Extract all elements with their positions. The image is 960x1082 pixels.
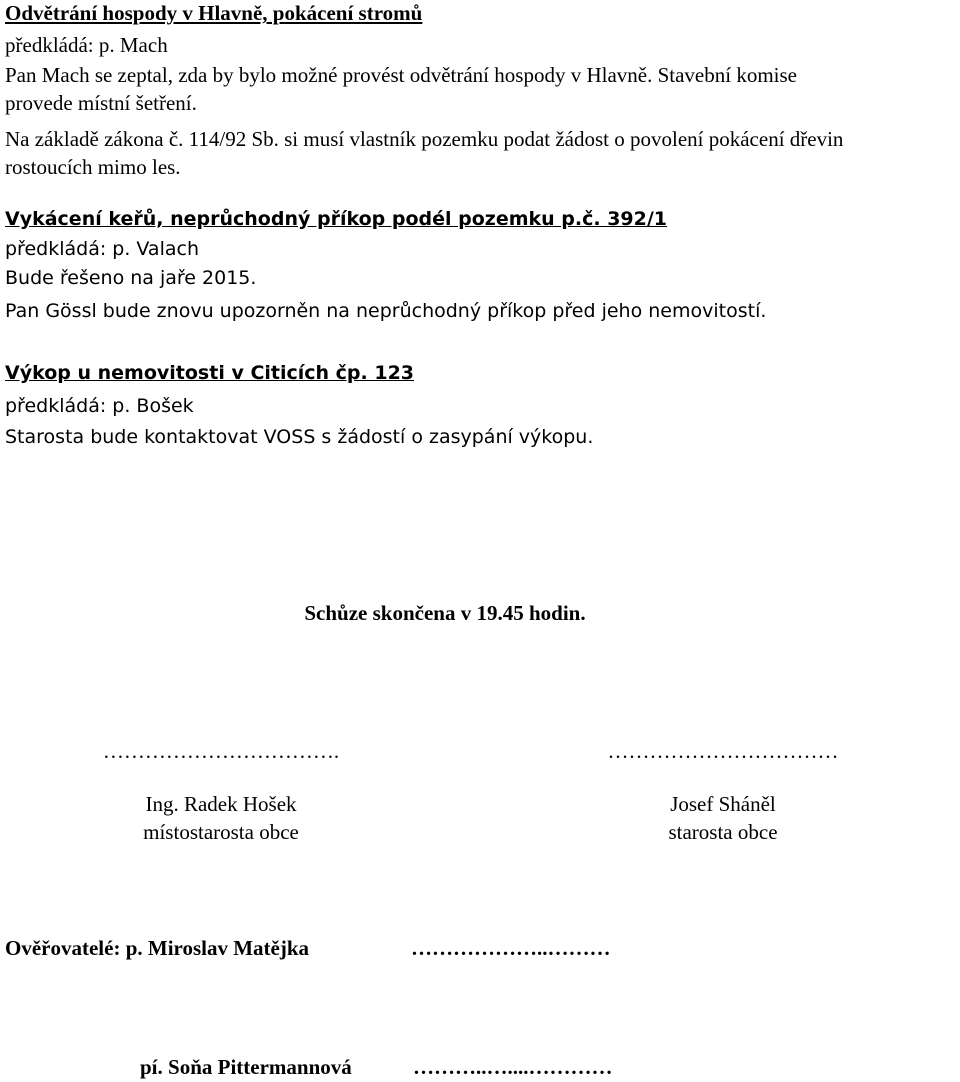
signatory-name-right: Josef Sháněl <box>670 792 776 816</box>
signature-line-left: ……………………………. <box>102 739 340 763</box>
paragraph-line: provede místní šetření. <box>5 91 197 115</box>
section-heading-excavation: Výkop u nemovitosti v Citicích čp. 123 <box>5 362 415 384</box>
presenter-mach: předkládá: p. Mach <box>5 33 168 57</box>
meeting-closing: Schůze skončena v 19.45 hodin. <box>304 601 586 625</box>
presenter-valach: předkládá: p. Valach <box>5 238 199 260</box>
section-heading-shrubs: Vykácení keřů, neprůchodný příkop podél pozemku p.č. 392/1 <box>5 208 668 230</box>
paragraph-line: Pan Gössl bude znovu upozorněn na neprůchodný příkop před jeho nemovitostí. <box>5 300 767 322</box>
verifier-signature-line-1: ………………..……… <box>411 936 611 960</box>
paragraph-line: rostoucích mimo les. <box>5 155 181 179</box>
verifier-name-2: pí. Soňa Pittermannová <box>140 1055 352 1079</box>
signatory-name-left: Ing. Radek Hošek <box>145 792 297 816</box>
paragraph-line: Na základě zákona č. 114/92 Sb. si musí vlastník pozemku podat žádost o povolení pokácení dřevin <box>5 127 844 151</box>
paragraph-line: Bude řešeno na jaře 2015. <box>5 267 257 289</box>
verifier-signature-line-2: ………..…....………… <box>413 1055 613 1079</box>
paragraph-line: Starosta bude kontaktovat VOSS s žádostí o zasypání výkopu. <box>5 426 594 448</box>
signatory-role-right: starosta obce <box>668 820 778 844</box>
presenter-bosek: předkládá: p. Bošek <box>5 395 194 417</box>
signatory-role-left: místostarosta obce <box>143 820 299 844</box>
paragraph-line: Pan Mach se zeptal, zda by bylo možné provést odvětrání hospody v Hlavně. Stavební komise <box>5 63 797 87</box>
signature-line-right: …………………………… <box>607 739 839 763</box>
section-heading-ventilation: Odvětrání hospody v Hlavně, pokácení stromů <box>5 1 423 25</box>
verifier-label: Ověřovatelé: p. Miroslav Matějka <box>5 936 310 960</box>
